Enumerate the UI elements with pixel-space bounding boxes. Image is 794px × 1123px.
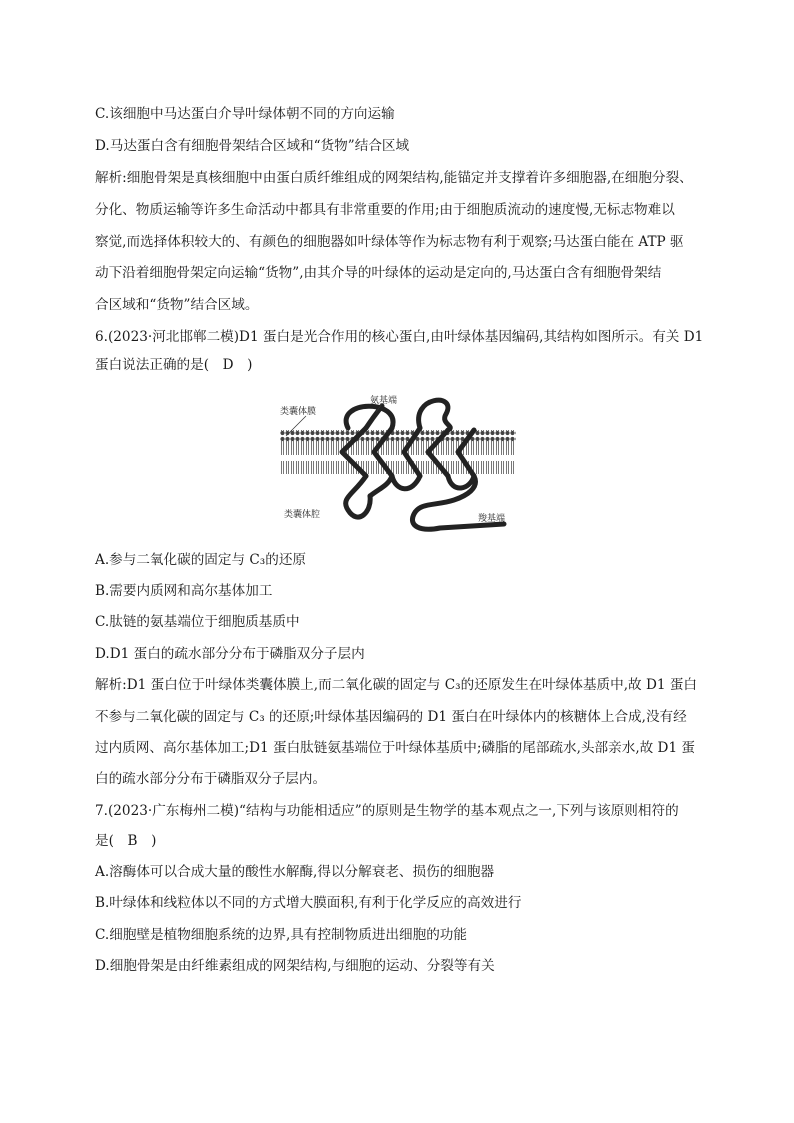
label-thylakoid-membrane: 类囊体膜	[280, 407, 317, 417]
q5-option-d: D.马达蛋白含有细胞骨架结合区域和“货物”结合区域	[95, 138, 410, 154]
q7-option-d: D.细胞骨架是由纤维素组成的网架结构,与细胞的运动、分裂等有关	[95, 958, 495, 974]
q5-analysis-line-4: 动下沿着细胞骨架定向运输“货物”,由其介导的叶绿体的运动是定向的,马达蛋白含有细胞骨架结	[95, 265, 662, 281]
q6-option-d: D.D1 蛋白的疏水部分分布于磷脂双分子层内	[95, 646, 365, 662]
q5-analysis-line-5: 合区域和“货物”结合区域。	[95, 297, 259, 313]
q5-option-c: C.该细胞中马达蛋白介导叶绿体朝不同的方向运输	[95, 106, 395, 122]
q5-analysis-line-1: 解析:细胞骨架是真核细胞中由蛋白质纤维组成的网架结构,能锚定并支撑着许多细胞器,在细胞分裂、	[95, 170, 693, 186]
q7-stem-line-2: 是( B )	[95, 833, 157, 849]
q6-analysis-line-1: 解析:D1 蛋白位于叶绿体类囊体膜上,而二氧化碳的固定与 C₃的还原发生在叶绿体基质中,故 D1 蛋白	[95, 677, 698, 693]
q5-analysis-line-2: 分化、物质运输等许多生命活动中都具有非常重要的作用;由于细胞质流动的速度慢,无标志物难以	[95, 202, 675, 218]
q6-option-a: A.参与二氧化碳的固定与 C₃的还原	[95, 552, 307, 568]
q6-stem-line-1: 6.(2023·河北邯郸二模)D1 蛋白是光合作用的核心蛋白,由叶绿体基因编码,其结构如图所示。有关 D1	[95, 329, 704, 345]
label-thylakoid-lumen: 类囊体腔	[284, 510, 321, 520]
d1-protein-figure	[270, 392, 522, 538]
q7-stem-line-1: 7.(2023·广东梅州二模)“结构与功能相适应”的原则是生物学的基本观点之一,下列与该原则相符的	[95, 803, 679, 819]
q7-option-c: C.细胞壁是植物细胞系统的边界,具有控制物质进出细胞的功能	[95, 927, 467, 943]
lipid-bilayer	[280, 430, 516, 474]
q7-option-a: A.溶酶体可以合成大量的酸性水解酶,得以分解衰老、损伤的细胞器	[95, 864, 495, 880]
q6-stem-line-2: 蛋白说法正确的是( D )	[95, 357, 253, 373]
q6-option-b: B.需要内质网和高尔基体加工	[95, 583, 273, 599]
label-carboxyl-end: 羧基端	[478, 514, 506, 524]
q6-analysis-line-2: 不参与二氧化碳的固定与 C₃ 的还原;叶绿体基因编码的 D1 蛋白在叶绿体内的核糖体上合成,没有经	[95, 709, 687, 725]
q5-analysis-line-3: 察觉,而选择体积较大的、有颜色的细胞器如叶绿体等作为标志物有利于观察;马达蛋白能在 ATP 驱	[95, 234, 684, 250]
q6-analysis-line-4: 白的疏水部分分布于磷脂双分子层内。	[95, 771, 327, 787]
q7-option-b: B.叶绿体和线粒体以不同的方式增大膜面积,有利于化学反应的高效进行	[95, 895, 522, 911]
label-amino-end: 氨基端	[370, 396, 398, 406]
q6-option-c: C.肽链的氨基端位于细胞质基质中	[95, 614, 300, 630]
q6-analysis-line-3: 过内质网、高尔基体加工;D1 蛋白肽链氨基端位于叶绿体基质中;磷脂的尾部疏水,头部亲水,故 D1 蛋	[95, 740, 696, 756]
